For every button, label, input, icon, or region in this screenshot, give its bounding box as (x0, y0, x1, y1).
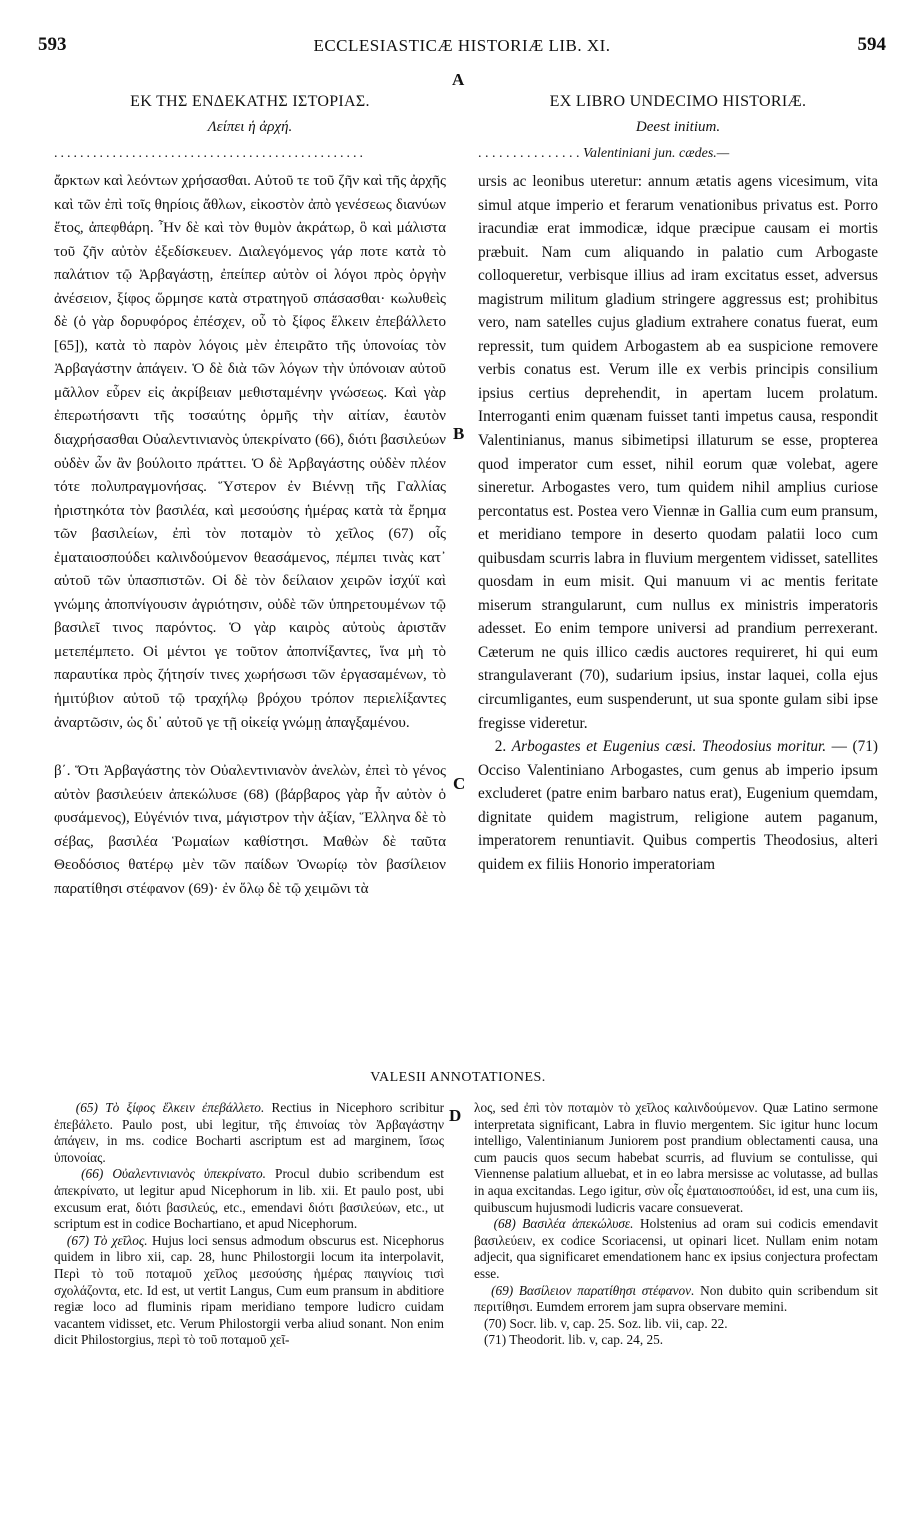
annotations-title: VALESII ANNOTATIONES. (370, 1070, 546, 1085)
note-text: (70) Socr. lib. v, cap. 25. Soz. lib. vii, cap. 22. (483, 1315, 728, 1331)
note-70 (474, 1316, 878, 1333)
note-lemma: (65) Τὸ ξίφος ἕλκειν ἐπεβάλλετο. (75, 1100, 265, 1115)
note-lemma: (68) Βασιλέα ἀπεκώλυσε. (493, 1216, 634, 1232)
note-66 (54, 1166, 444, 1232)
note-lemma: (66) Οὐαλεντινιανὸς ὑπεκρίνατο. (81, 1166, 266, 1182)
lacuna-dots: . . . . . . . . . . . . . . . (478, 146, 580, 161)
latin-paragraph-2-text: — (71) Occiso Valentiniano Arbogastes, cum genus ab imperio ipsum excluderet (patre enim barbaro natus erat), Eugenium quemdam, dignitate quidem magistrum, religione autem paganum, imperatorem renuntiavit. Quibus compertis Theodosius, alteri quidem ex filiis Honorio imperatoriam (478, 738, 878, 873)
latin-paragraph-1: ursis ac leonibus uteretur: annum ætatis agens vicesimum, vita simul atque imperio et ferarum venationibus privatus est. Porro iracundiæ erat immodicæ, idque præcipue causam ei mortis præbuit. Nam cum aliquando in palatio cum Arbogaste colloqueretur, verbisque illius ad iram excitatus esset, adversus magistrum militum gladium stringere aggressus est; prohibitus vero, nam satelles cujus gladium extrahere conatus fuerat, eum repressit, tum quidem Arbogastem ab ea suspicione removere verbis conatus est. Verum ille ex verbis principis consilium ipsius certius deprehendit, in apertam lucem prolatum. Interroganti enim quænam fuisset tanti impetus causa, respondit Valentinianus, manus sibimetipsi illaturum se esse, propterea quod imperator cum esset, nihil eorum quæ volebat, agere sineretur. Arbogastes vero, tum quidem nihil amplius curiose percontatus est. Postea vero Viennæ in Gallia cum eum pransum, et meridiano tempore in deserto quodam palatii loco cum quibusdam scurris labra in fluvium mergentem vidisset, satellites quosdam in eum misit. Qui manuum vi ac mentis feritate miserum strangularunt, cum nullus ex ministris imperatoris adesset. Eo enim tempore universi ad prandium perrexerant. Cæterum ne quis illico cædis auctores requireret, hi qui eum strangulaverant (70), sudarium ipsius, instar laquei, colla ejus circumligantes, eum suspenderunt, ut sua sponte gulam sibi ipse fregisse videretur. (478, 173, 878, 732)
note-71 (474, 1332, 878, 1349)
page-number-right: 594 (857, 34, 886, 55)
latin-paragraph-2 (478, 735, 878, 876)
note-67-continued: λος, sed ἐπὶ τὸν ποταμὸν τὸ χεῖλος καλινδούμενον. Quæ Latino sermone interpretata significant, Labra in fluvio mergentem. Sic igitur hunc locum intelligo, Valentinianum Juniorem post prandium oblectamenti causa, una cum paucis quos secum habebat scurris, ad fluvium se contulisse, qui Viennense palatium alluebat, et in eo labra mersisse ac volutasse, ad bullas in aqua excitandas. Lego igitur, σὺν οἷς ἐματαιοσπούδει, id est, una cum iis, quibuscum hujusmodi ludicris vacare consueverat. (474, 1100, 878, 1215)
greek-subtitle: Λείπει ἡ ἀρχή. (207, 119, 293, 135)
lacuna-line (478, 146, 878, 170)
note-lemma: (67) Τὸ χεῖλος. (66, 1232, 148, 1248)
annotations-right-column (474, 1100, 878, 1349)
running-head (38, 34, 886, 60)
note-text: (71) Theodorit. lib. v, cap. 24, 25. (483, 1332, 664, 1348)
note-lemma: (69) Βασίλειον παρατίθησι στέφανον. (491, 1282, 695, 1298)
note-67 (54, 1233, 444, 1349)
running-title: ECCLESIASTICÆ HISTORIÆ LIB. XI. (313, 36, 611, 55)
paragraph-number: 2. (494, 738, 507, 756)
note-text: Procul dubio scribendum est ἀπεκρίνατο, ut legitur apud Nicephorum in lib. xii. Et paulo post, ubi excusum erat, διότι βασιλεύς, etc., emendavi διότι βασιλεύων, etc., ut scriptum est in codice Bochartiano, et apud Nicephorum. (54, 1166, 444, 1232)
margin-mark-c: C (453, 774, 466, 793)
margin-mark-a: A (452, 70, 465, 89)
page-number-left: 593 (38, 34, 67, 55)
greek-paragraph-2: β΄. Ὅτι Ἀρβαγάστης τὸν Οὐαλεντινιανὸν ἀνελὼν, ἐπεὶ τὸ γένος αὐτὸν βασιλεύειν ἀπεκώλυσε (68) (βάρβαρος γὰρ ἦν αὐτὸν ὁ φυσάμενος), Εὐγένιόν τινα, μάγιστρον τὴν ἀξίαν, Ἕλληνα δὲ τὸ σέβας, βασιλέα Ῥωμαίων καθίστησι. Μαθὼν δὲ ταῦτα Θεοδόσιος θατέρῳ μὲν τῶν παίδων Ὀνωρίῳ τὸν βασίλειον παρατίθησι στέφανον (69)· ἐν ὅλῳ δὲ τῷ χειμῶνι τὰ (54, 763, 446, 897)
greek-title: ΕΚ ΤΗΣ ΕΝΔΕΚΑΤΗΣ ΙΣΤΟΡΙΑΣ. (130, 93, 370, 110)
margin-mark-b: B (453, 424, 465, 443)
note-69 (474, 1283, 878, 1316)
note-text: Holstenius ad oram sui codicis emendavit βασιλεύειν, ex codice Scoriacensi, ut opinari licet. Nullam enim notam adjecit, qua significaret emendationem hanc ex ipsius conjectura profectam esse. (474, 1216, 879, 1281)
section-heading-1: Valentiniani jun. cædes.— (583, 146, 730, 161)
note-text: Hujus loci sensus admodum obscurus est. Nicephorus quidem in libro xii, cap. 28, hunc Philostorgii locum ita interpolavit, Περὶ τὸ τοῦ ποταμοῦ χεῖλος μεσούσης ἡμέρας παιγνίοις τισὶ σχολάζοντα, etc. Id est, ut vertit Langus, Cum eum pransum in abditiore regiæ loco ad fluminis ripam meridiano tempore ludicro cuidam vacantem vidisset, etc. Verum Philostorgii verba aliud sonant. Non enim dicit Philostorgius, περὶ τὸ τοῦ ποταμοῦ χεῖ- (54, 1232, 445, 1348)
latin-column (478, 93, 878, 876)
note-68 (474, 1216, 878, 1282)
note-text: Rectius in Nicephoro scribitur ἐπεβάλετο. Paulo post, ubi legitur, τῆς ἐπινοίας τὸν Ἀρβαγάστην ἀπάγειν, in ms. codice Bocharti ascriptum est ad marginem, ἴσως ὑπονοίας. (54, 1100, 444, 1165)
latin-subtitle: Deest initium. (635, 119, 721, 135)
latin-title: EX LIBRO UNDECIMO HISTORIÆ. (549, 93, 807, 110)
note-text: Non dubito quin scribendum sit περιτίθησι. Eumdem errorem jam supra observare memini. (474, 1282, 878, 1315)
greek-column (54, 93, 446, 901)
lacuna-dots: ................................................ (54, 146, 366, 161)
greek-paragraph-1: ἄρκτων καὶ λεόντων χρήσασθαι. Αὐτοῦ τε τοῦ ζῆν καὶ τῆς ἀρχῆς καὶ τῶν ἐπὶ τοῖς θηρίοις ἄθλων, εἰκοστὸν ἀπὸ γενέσεως διανύων ἔτος, ἀπεφθάρη. Ἦν δὲ καὶ τὸν θυμὸν ἀκράτωρ, ὃ καὶ μάλιστα τοῦ ζῆν αὐτὸν ἐξεδίσκευεν. Διαλεγόμενος γάρ ποτε κατὰ τὸ παλάτιον τῷ Ἀρβαγάστῃ, ἐπείπερ αὐτὸν οἱ λόγοι πρὸς ὀργὴν ἀνέσειον, ξίφος ὥρμησε κατὰ στρατηγοῦ σπάσασθαι· κωλυθεὶς δὲ (ὁ γὰρ δορυφόρος ἐπέσχεν, οὗ τὸ ξίφος ἕλκειν ἐπεβάλλετο [65]), κατὰ τὸ παρὸν λόγοις μὲν ἐπειρᾶτο τῆς ὑπονοίας τὸν Ἀρβαγάστην ἀπάγειν. Ὁ δὲ διὰ τῶν λόγων τὴν ὑπόνοιαν αὐτοῦ μᾶλλον εὗρεν εἰς ἀκρίβειαν μεθισταμένην γνώσεως. Καὶ γὰρ ἐπερωτήσαντι τῆς τοσαύτης ὁρμῆς τὴν αἰτίαν, ἑαυτὸν διαχρήσασθαι Οὐαλεντινιανὸς ὑπεκρίνατο (66), διότι βασιλεύων οὐδὲν ὧν ἂν βούλοιτο πράττει. Ὁ δὲ Ἀρβαγάστης οὐδὲν πλέον τότε πολυπραγμονήσας. Ὕστερον ἐν Βιέννῃ τῆς Γαλλίας ἠριστηκότα τὸν βασιλέα, καὶ μεσούσης ἡμέρας κατὰ τὰ ἔρημα τῶν βασιλείων, ἐπὶ τὸν ποταμὸν τὸ χεῖλος (67) οἷς ἐματαιοσπούδει καλινδούμενον θεασάμενος, πέμπει τινὰς κατ᾽ αὐτοῦ τῶν ὑπασπιστῶν. Οἱ δὲ τὸν δείλαιον χειρῶν ἰσχύϊ καὶ γνώμης ἀποπνίγουσιν ἀγριότησιν, οὐδὲ τῶν ὑπηρετουμένων τῷ βασιλεῖ τινος παρόντος. Ὁ γὰρ καιρὸς αὐτοὺς ἀριστᾶν μετεπέμπετο. Οἱ μέντοι γε τοῦτον ἀποπνίξαντες, ἵνα μὴ τὸ παραυτίκα πρὸς ζήτησίν τινες χωρήσωσι τῶν ἐργασαμένων, τὸ ἡμιτύβιον αὐτοῦ τῷ τραχήλῳ βρόχου τρόπον περιελίξαντες ἀναρτῶσιν, ὡς δι᾽ αὐτοῦ γε τῇ οἰκείᾳ γνώμῃ ἀπαγξαμένου. (54, 173, 446, 731)
section-heading-2: Arbogastes et Eugenius cæsi. Theodosius moritur. (511, 738, 827, 756)
note-65 (54, 1100, 444, 1166)
margin-mark-d: D (449, 1106, 462, 1125)
annotations-left-column (54, 1100, 444, 1349)
